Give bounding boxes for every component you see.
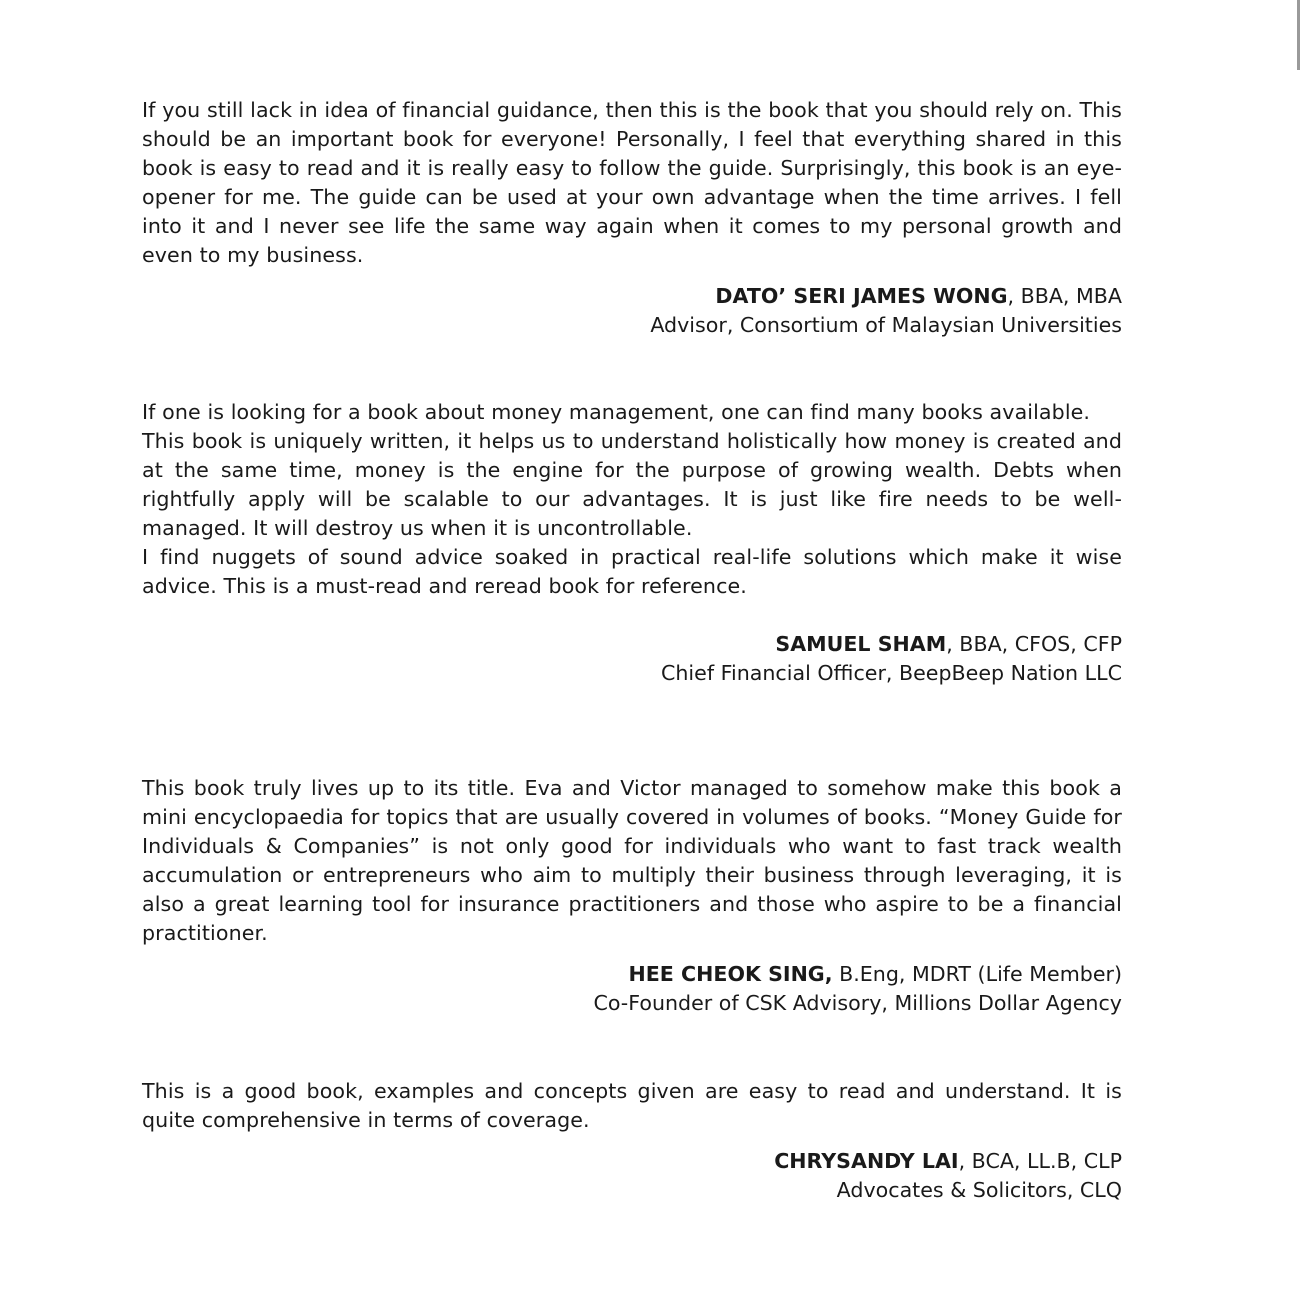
testimonial-2 (142, 398, 1122, 688)
testimonial-2-attribution (142, 630, 1122, 659)
testimonial-4-title: Advocates & Solicitors, CLQ (836, 1178, 1122, 1202)
testimonial-4-credentials: , BCA, LL.B, CLP (958, 1149, 1122, 1173)
testimonial-3-paragraph-1: This book truly lives up to its title. Eva and Victor managed to somehow make this book a mini encyclopaedia for topics that are usually covered in volumes of books. “Money Guide for Individuals & Companies” is not only good for individuals who want to fast track wealth accumulation or entrepreneurs who aim to multiply their business through leveraging, it is also a great learning tool for insurance practitioners and those who aspire to be a financial practitioner. (142, 776, 1122, 945)
testimonial-3 (142, 774, 1122, 1018)
testimonial-3-title: Co-Founder of CSK Advisory, Millions Dollar Agency (593, 991, 1122, 1015)
testimonial-2-paragraph-2: This book is uniquely written, it helps us to understand holistically how money is created and at the same time, money is the engine for the purpose of growing wealth. Debts when rightfully apply will be scalable to our advantages. It is just like fire needs to be well-managed. It will destroy us when it is uncontrollable. (142, 429, 1122, 540)
testimonial-4-attribution (142, 1147, 1122, 1176)
testimonial-3-attribution (142, 960, 1122, 989)
testimonial-2-paragraph-1: If one is looking for a book about money management, one can find many books available. (142, 400, 1091, 424)
testimonial-2-name: SAMUEL SHAM (775, 632, 947, 656)
testimonial-4-paragraph-1: This is a good book, examples and concepts given are easy to read and understand. It is quite comprehensive in terms of coverage. (142, 1079, 1122, 1132)
testimonial-3-name: HEE CHEOK SING, (628, 962, 833, 986)
testimonial-2-title: Chief Financial Officer, BeepBeep Nation LLC (661, 661, 1122, 685)
testimonial-1-paragraph-1: If you still lack in idea of financial guidance, then this is the book that you should rely on. This should be an important book for everyone! Personally, I feel that everything shared in this book is easy to read and it is really easy to follow the guide. Surprisingly, this book is an eye-opener for me. The guide can be used at your own advantage when the time arrives. I fell into it and I never see life the same way again when it comes to my personal growth and even to my business. (142, 98, 1122, 267)
testimonial-1 (142, 96, 1122, 340)
testimonial-1-attribution (142, 282, 1122, 311)
testimonial-1-credentials: , BBA, MBA (1007, 284, 1122, 308)
testimonial-4-name: CHRYSANDY LAI (774, 1149, 959, 1173)
testimonial-3-credentials: B.Eng, MDRT (Life Member) (832, 962, 1122, 986)
testimonial-1-name: DATO’ SERI JAMES WONG (715, 284, 1008, 308)
testimonial-4 (142, 1077, 1122, 1205)
testimonial-2-credentials: , BBA, CFOS, CFP (946, 632, 1122, 656)
testimonial-2-paragraph-3: I find nuggets of sound advice soaked in practical real-life solutions which make it wise advice. This is a must-read and reread book for reference. (142, 545, 1122, 598)
testimonial-1-title: Advisor, Consortium of Malaysian Universities (650, 313, 1122, 337)
